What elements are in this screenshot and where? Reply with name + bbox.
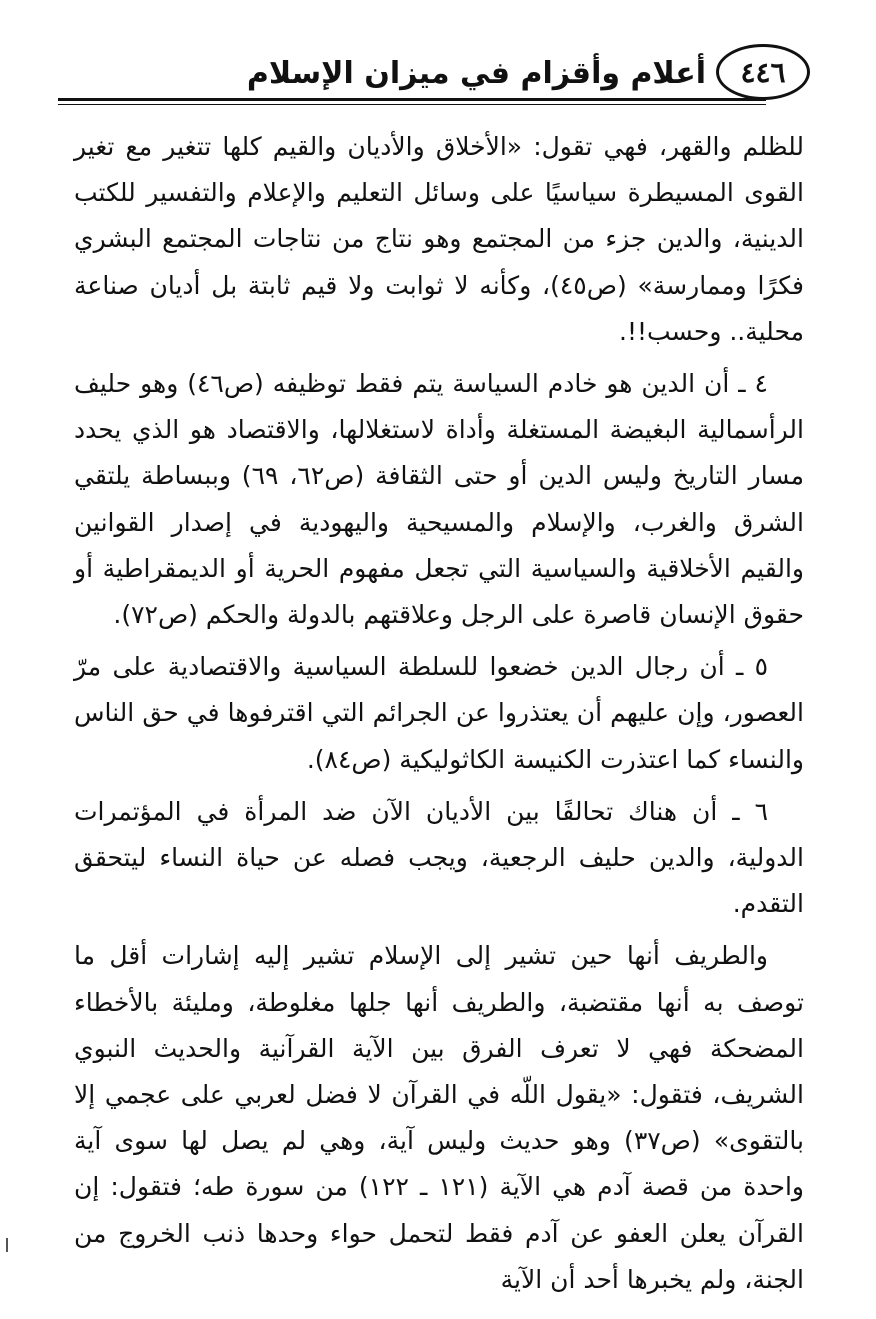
paragraph-point-5: ٥ ـ أن رجال الدين خضعوا للسلطة السياسية والاقتصادية على مرّ العصور، وإن عليهم أن يعتذروا عن الجرائم التي اقترفوها في حق الناس والنساء كما اعتذرت الكنيسة الكاثوليكية (ص٨٤).: [74, 652, 804, 774]
paragraph-point-6: ٦ ـ أن هناك تحالفًا بين الأديان الآن ضد المرأة في المؤتمرات الدولية، والدين حليف الرجعية، ويجب فصله عن حياة النساء ليتحقق التقدم.: [74, 796, 804, 919]
page-header: [58, 44, 810, 114]
scan-margin-mark: [6, 1238, 8, 1252]
running-title: أعلام وأقزام في ميزان الإسلام: [246, 56, 706, 91]
body-text: [74, 124, 804, 1303]
header-rule-thick: [58, 98, 766, 101]
page-number: ٤٤٦: [716, 44, 810, 100]
header-rule-thin: [58, 104, 766, 105]
paragraph-point-4: ٤ ـ أن الدين هو خادم السياسة يتم فقط توظيفه (ص٤٦) وهو حليف الرأسمالية البغيضة المستغلة وأداة لاستغلالها، والاقتصاد هو الذي يحدد مسار التاريخ وليس الدين أو حتى الثقافة (ص٦٢، ٦٩) وببساطة يلتقي الشرق والغرب، والإسلام والمسيحية واليهودية في إصدار القوانين والقيم الأخلاقية والسياسية التي تجعل مفهوم الحرية أو الديمقراطية أو حقوق الإنسان قاصرة على الرجل وعلاقتهم بالدولة والحكم (ص٧٢).: [74, 369, 804, 630]
paragraph-commentary: والطريف أنها حين تشير إلى الإسلام تشير إليه إشارات أقل ما توصف به أنها مقتضبة، والطريف أنها جلها مغلوطة، ومليئة بالأخطاء المضحكة فهي لا تعرف الفرق بين الآية القرآنية والحديث النبوي الشريف، فتقول: «يقول اللّه في القرآن لا فضل لعربي على عجمي إلا بالتقوى» (ص٣٧) وهو حديث وليس آية، وهي لم يصل لها سوى آية واحدة من قصة آدم هي الآية (١٢١ ـ ١٢٢) من سورة طه؛ فتقول: إن القرآن يعلن العفو عن آدم فقط لتحمل حواء وحدها ذنب الخروج من الجنة، ولم يخبرها أحد أن الآية: [74, 941, 805, 1294]
paragraph-continuation: للظلم والقهر، فهي تقول: «الأخلاق والأديان والقيم كلها تتغير مع تغير القوى المسيطرة سياسيًا على وسائل التعليم والإعلام والتفسير للكتب الدينية، والدين جزء من المجتمع وهو نتاج من نتاجات المجتمع البشري فكرًا وممارسة» (ص٤٥)، وكأنه لا ثوابت ولا قيم ثابتة بل أديان صناعة محلية.. وحسب!!.: [74, 132, 805, 346]
